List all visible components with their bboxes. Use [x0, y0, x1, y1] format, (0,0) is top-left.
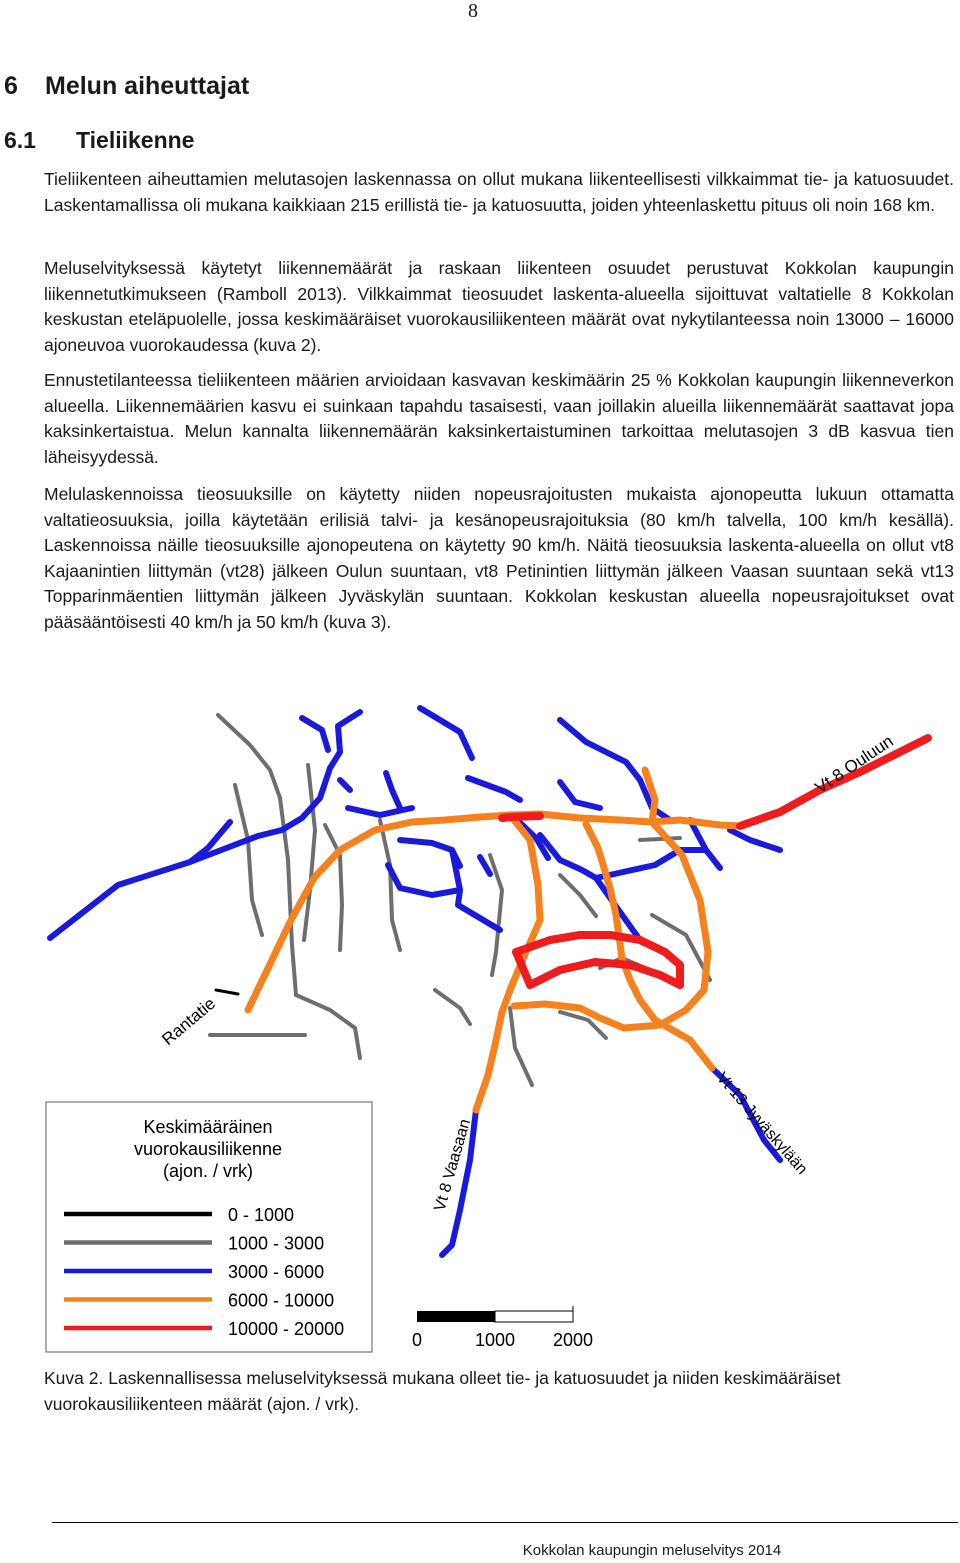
- road-label-vt13-jyvaskylaan: Vt 13 Jyväskylään: [712, 1069, 811, 1178]
- road-label-rantatie: Rantatie: [158, 993, 220, 1050]
- paragraph-text: Tieliikenteen aiheuttamien melutasojen laskennassa on ollut mukana liikenteellisesti vilkkaimmat tie- ja katuosuudet. Laskentamallissa oli mukana kaikkiaan 215 erillistä tie- ja katuosuutta, joiden yhteenlaskettu pituus oli noin 168 km.: [44, 169, 954, 215]
- paragraph-text: Ennustetilanteessa tieliikenteen määrien arvioidaan kasvavan keskimäärin 25 % Kokkolan kaupungin liikenneverkon alueella. Liikennemäärien kasvu ei suinkaan tapahdu tasaisesti, vaan joillakin alueilla liikennemäärät saattavat jopa kaksinkertaistua. Melun kannalta liikennemäärän kaksinkertaistuminen tarkoittaa melutasojen 3 dB kasvua tien läheisyydessä.: [44, 370, 954, 467]
- section-number: 6: [4, 72, 18, 100]
- legend-label-2: 3000 - 6000: [228, 1262, 325, 1282]
- map-canvas: [40, 690, 960, 1370]
- roads-0-1000: [216, 990, 238, 994]
- footer-text: Kokkolan kaupungin meluselvitys 2014: [522, 1542, 782, 1559]
- scale-bar-segment-dark: [417, 1311, 495, 1322]
- subsection-title: Tieliikenne: [76, 127, 195, 153]
- section-heading: [4, 72, 249, 101]
- scale-bar: [412, 1306, 593, 1350]
- subsection-number: 6.1: [4, 127, 36, 153]
- map-legend: [46, 1102, 372, 1352]
- subsection-heading: [4, 127, 194, 154]
- paragraph-text: Meluselvityksessä käytetyt liikennemäärät ja raskaan liikenteen osuudet perustuvat Kokkolan kaupungin liikennetutkimukseen (Ramboll 2013). Vilkkaimmat tieosuudet laskenta-alueella sijoittuvat valtatielle 8 Kokkolan keskustan eteläpuolelle, jossa keskimääräiset vuorokausiliikenteen määrät ovat nykytilanteessa noin 13000 – 16000 ajoneuvoa vuorokaudessa (kuva 2).: [44, 258, 954, 355]
- footer-rule: [52, 1522, 958, 1523]
- legend-label-4: 10000 - 20000: [228, 1319, 345, 1339]
- road-label-vt8-ouluun: Vt 8 Ouluun: [811, 731, 897, 798]
- traffic-volume-map: [40, 690, 960, 1370]
- legend-title-line1: Keskimääräinen: [143, 1117, 273, 1137]
- legend-title-line3: (ajon. / vrk): [162, 1161, 254, 1181]
- legend-title-line2: vuorokausiliikenne: [133, 1139, 283, 1159]
- paragraph-speed-limits: [44, 482, 954, 635]
- scale-bar-segment-light: [495, 1311, 573, 1322]
- roads-6000-10000: [248, 770, 740, 1110]
- page-number: 8: [468, 0, 478, 22]
- scale-label-2000: 2000: [552, 1330, 594, 1350]
- paragraph-forecast: [44, 368, 954, 470]
- page-footer: [0, 1542, 958, 1559]
- scale-label-0: 0: [411, 1330, 423, 1350]
- legend-label-0: 0 - 1000: [228, 1205, 295, 1225]
- legend-label-3: 6000 - 10000: [228, 1290, 335, 1311]
- legend-label-1: 1000 - 3000: [228, 1233, 325, 1254]
- scale-label-1000: 1000: [474, 1330, 516, 1350]
- paragraph-road-sections: [44, 167, 954, 218]
- section-title: Melun aiheuttajat: [45, 72, 250, 100]
- road-label-vt8-vaasaan: Vt 8 Vaasaan: [431, 1117, 475, 1214]
- paragraph-traffic-volumes: [44, 256, 954, 358]
- paragraph-text: Melulaskennoissa tieosuuksille on käytetty niiden nopeusrajoitusten mukaista ajonopeutta lukuun ottamatta valtatieosuuksia, joilla käytetään erilisiä talvi- ja kesänopeusrajoituksia (80 km/h talvella, 100 km/h kesällä). Laskennoissa näille tieosuuksille ajonopeutena on käytetty 90 km/h. Näitä tieosuuksia laskenta-alueella on ollut vt8 Kajaanintien liittymän (vt28) jälkeen Oulun suuntaan, vt8 Petinintien liittymän jälkeen Vaasan suuntaan sekä vt13 Topparinmäentien liittymän jälkeen Jyväskylän suuntaan. Kokkolan keskustan alueella nopeusrajoitukset ovat pääsääntöisesti 40 km/h ja 50 km/h (kuva 3).: [44, 484, 954, 632]
- figure-caption: Kuva 2. Laskennallisessa meluselvityksessä mukana olleet tie- ja katuosuudet ja niiden keskimääräiset vuorokausiliikenteen määrät (ajon. / vrk).: [44, 1368, 841, 1414]
